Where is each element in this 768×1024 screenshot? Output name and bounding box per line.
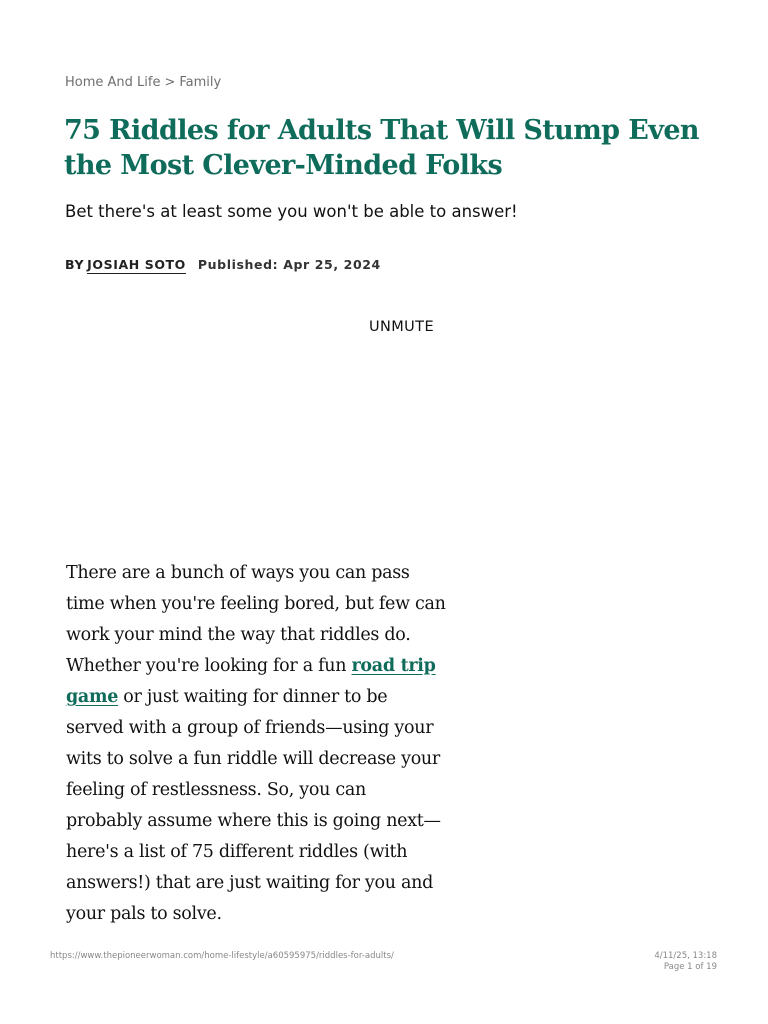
byline-by-label: BY [65,257,85,272]
article-title: 75 Riddles for Adults That Will Stump Even the Most Clever-Minded Folks [64,115,699,181]
article-subtitle: Bet there's at least some you won't be able to answer! [65,202,518,221]
print-footer-url: https://www.thepioneerwoman.com/home-lifestyle/a60595975/riddles-for-adults/ [50,951,394,961]
breadcrumb-home-and-life[interactable]: Home And Life [65,75,161,90]
road-trip-game-link[interactable]: road trip game [66,656,436,707]
breadcrumb-family[interactable]: Family [179,75,222,90]
breadcrumb [65,75,221,90]
intro-text-part-2: or just waiting for dinner to be served with a group of friends—using your wits to solve a fun riddle will decrease your feeling of restlessness. So, you can probably assume where this is going next—here's a list of 75 different riddles (with answers!) that are just waiting for you and your pals to solve. [66,687,441,924]
print-footer-page: Page 1 of 19 [663,962,717,972]
intro-text-part-1: There are a bunch of ways you can pass time when you're feeling bored, but few can work your mind the way that riddles do. Whether you're looking for a fun [66,563,446,676]
published-date: Published: Apr 25, 2024 [197,257,381,272]
byline [65,257,381,272]
print-footer-meta [654,951,717,973]
article-intro-paragraph [66,558,446,930]
unmute-button[interactable]: UNMUTE [369,319,435,335]
video-player[interactable] [65,300,705,540]
print-footer-datetime: 4/11/25, 13:18 [654,951,717,961]
author-link[interactable]: JOSIAH SOTO [87,257,186,272]
breadcrumb-separator: > [164,75,176,90]
